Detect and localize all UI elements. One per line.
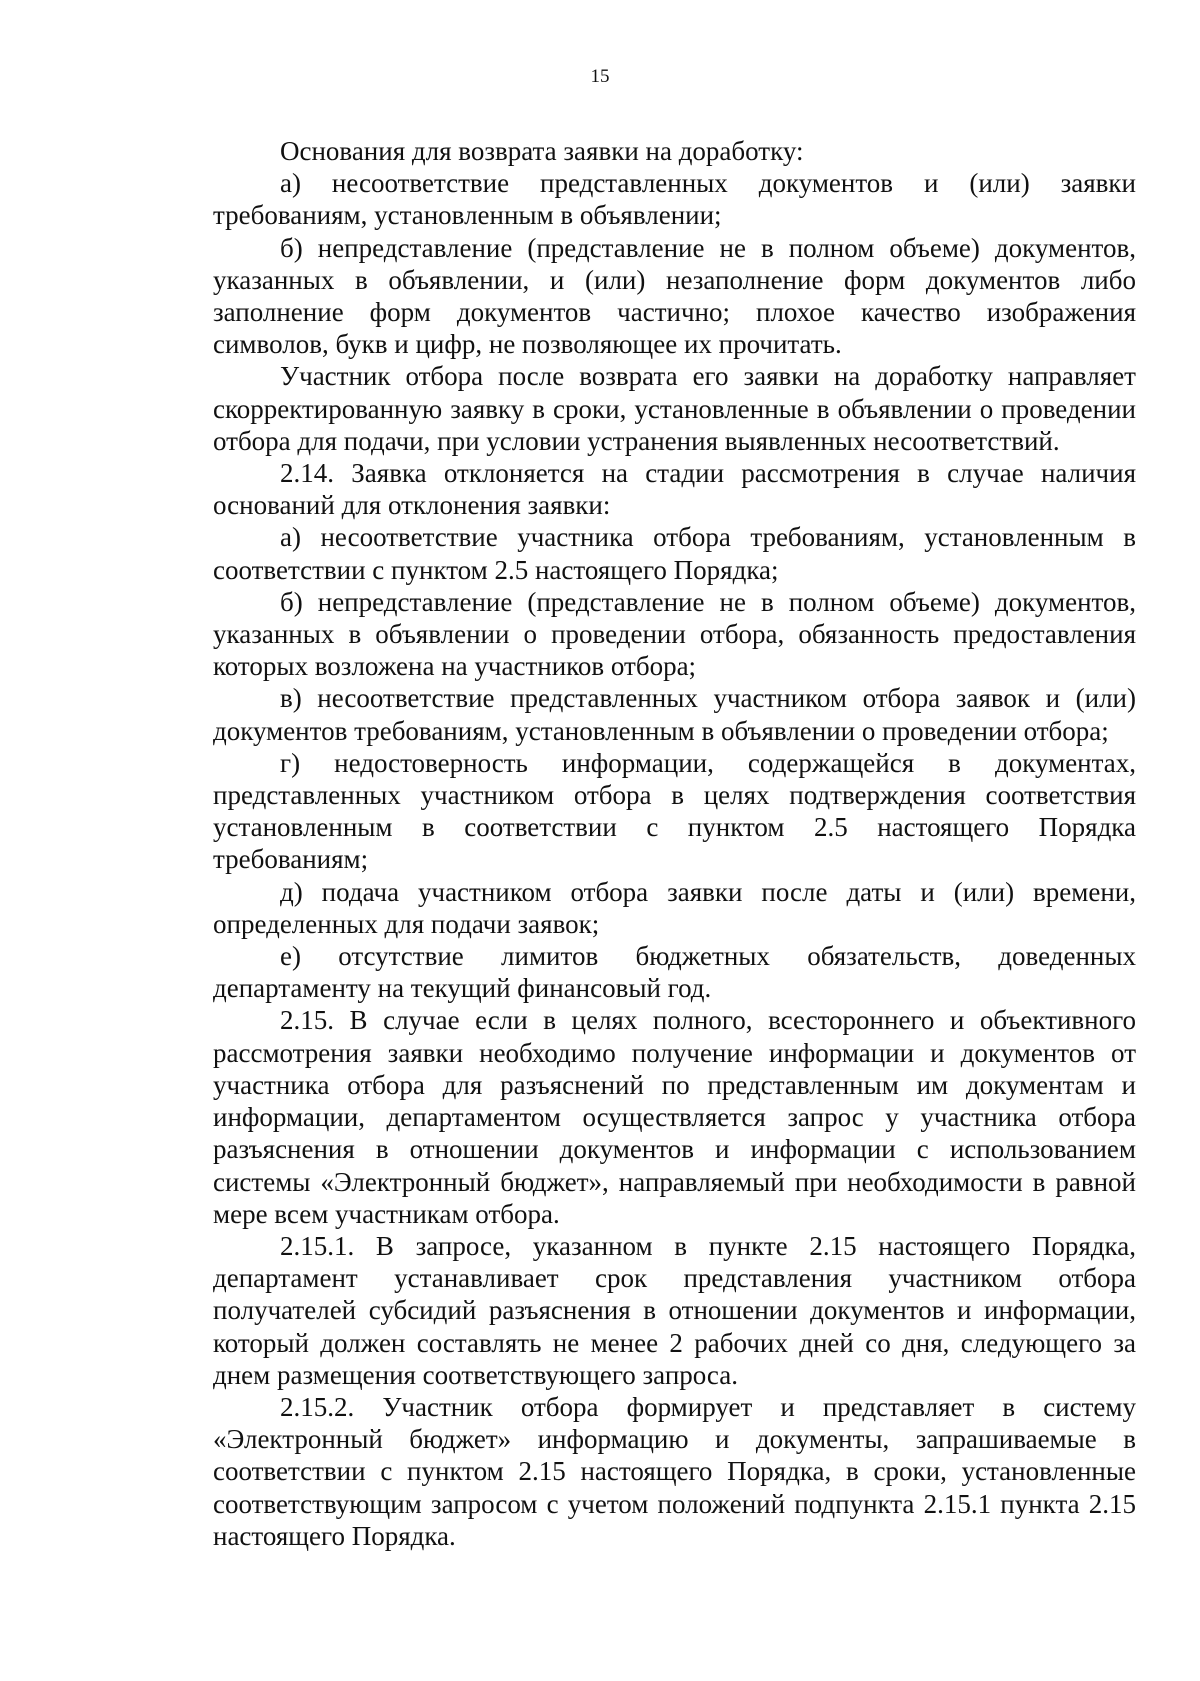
- paragraph-return-ground-a: а) несоответствие представленных документов и (или) заявки требованиям, установленным в объявлении;: [213, 168, 1136, 231]
- document-body: [213, 135, 1136, 1552]
- paragraph-2-14-b: б) непредставление (представление не в полном объеме) документов, указанных в объявлении о проведении отбора, обязанность предоставления которых возложена на участников отбора;: [213, 586, 1136, 682]
- paragraph-return-grounds-heading: Основания для возврата заявки на доработку:: [280, 136, 804, 166]
- paragraph-return-ground-b: б) непредставление (представление не в полном объеме) документов, указанных в объявлении, и (или) незаполнение форм документов либо заполнение форм документов частично; плохое качество изображения символов, букв и цифр, не позволяющее их прочитать.: [213, 232, 1136, 360]
- paragraph-2-14-v: в) несоответствие представленных участником отбора заявок и (или) документов требованиям, установленным в объявлении о проведении отбора;: [213, 683, 1136, 746]
- page-number: 15: [590, 66, 610, 87]
- paragraph-resubmission: Участник отбора после возврата его заявки на доработку направляет скорректированную заявку в сроки, установленные в объявлении о проведении отбора для подачи, при условии устранения выявленных несоответствий.: [213, 361, 1136, 456]
- paragraph-2-14-g: г) недостоверность информации, содержащейся в документах, представленных участником отбора в целях подтверждения соответствия установленным в соответствии с пунктом 2.5 настоящего Порядка требованиям;: [213, 747, 1136, 875]
- paragraph-2-14-d: д) подача участником отбора заявки после даты и (или) времени, определенных для подачи заявок;: [213, 876, 1136, 939]
- paragraph-2-15-1: 2.15.1. В запросе, указанном в пункте 2.15 настоящего Порядка, департамент устанавливает срок представления участником отбора получателей субсидий разъяснения в отношении документов и информации, который должен составлять не менее 2 рабочих дней со дня, следующего за днем размещения соответствующего запроса.: [213, 1230, 1136, 1390]
- paragraph-2-15-2: 2.15.2. Участник отбора формирует и представляет в систему «Электронный бюджет» информацию и документы, запрашиваемые в соответствии с пунктом 2.15 настоящего Порядка, в сроки, установленные соответствующим запросом с учетом положений подпункта 2.15.1 пункта 2.15 настоящего Порядка.: [213, 1391, 1136, 1551]
- paragraph-2-15: 2.15. В случае если в целях полного, всестороннего и объективного рассмотрения заявки необходимо получение информации и документов от участника отбора для разъяснений по представленным им документам и информации, департаментом осуществляется запрос у участника отбора разъяснения в отношении документов и информации с использованием системы «Электронный бюджет», направляемый при необходимости в равной мере всем участникам отбора.: [213, 1005, 1136, 1229]
- paragraph-2-14-a: а) несоответствие участника отбора требованиям, установленным в соответствии с пунктом 2.5 настоящего Порядка;: [213, 522, 1136, 585]
- paragraph-2-14-e: е) отсутствие лимитов бюджетных обязательств, доведенных департаменту на текущий финансовый год.: [213, 941, 1136, 1004]
- paragraph-2-14: 2.14. Заявка отклоняется на стадии рассмотрения в случае наличия оснований для отклонения заявки:: [213, 458, 1136, 521]
